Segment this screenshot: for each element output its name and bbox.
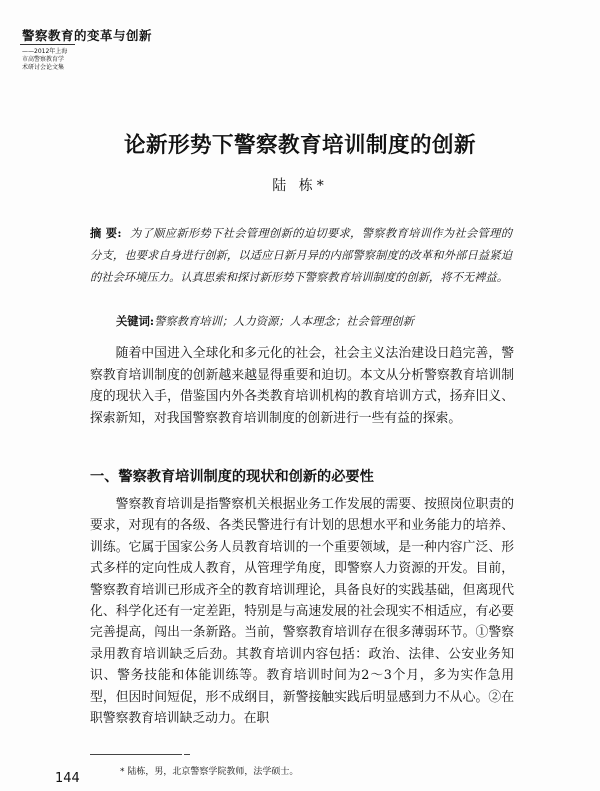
article-title: 论新形势下警察教育培训制度的创新 <box>123 133 476 158</box>
abstract-label: 摘 要: <box>90 226 122 240</box>
header-subtitle-line-3: 术研讨会论文集 <box>22 64 65 71</box>
section-heading: 一、警察教育培训制度的现状和创新的必要性 <box>90 469 374 485</box>
abstract-text: 为了顺应新形势下社会管理创新的迫切要求，警察教育培训作为社会管理的分支，也要求自身进行创新，以适应日新月异的内部警察制度的改革和外部日益紧迫的社会环境压力。认真思索和探讨新形势下警察教育培训制度的创新，将不无裨益。 <box>90 227 512 284</box>
header-subtitle-line-1: ——2012年上海 <box>22 48 68 55</box>
section-body-paragraph: 警察教育培训是指警察机关根据业务工作发展的需要、按照岗位职责的要求，对现有的各级、各类民警进行有计划的思想水平和业务能力的培养、训练。它属于国家公务人员教育培训的一个重要领域，是一种内容广泛、形式多样的定向性成人教育，从管理学角度，即警察人力资源的开发。目前，警察教育培训已形成齐全的教育培训理论，具备良好的实践基础，但离现代化、科学化还有一定差距，特别是与高速发展的社会现实不相适应，有必要完善提高，闯出一条新路。当前，警察教育培训存在很多薄弱环节。①警察录用教育培训缺乏后劲。其教育培训内容包括：政治、法律、公安业务知识、警务技能和体能训练等。教育培训时间为2～3个月，多为实作急用型，但因时间短促，形不成纲目，新警接触实践后明显感到力不从心。②在职警察教育培训缺乏动力。在职 <box>90 497 514 727</box>
article-author: 陆 栋* <box>272 178 328 194</box>
intro-paragraph: 随着中国进入全球化和多元化的社会，社会主义法治建设日趋完善，警察教育培训制度的创新越来越显得重要和迫切。本文从分析警察教育培训制度的现状入手，借鉴国内外各类教育培训机构的教育培训方式，扬弃旧义、探索新知，对我国警察教育培训制度的创新进行一些有益的探索。 <box>90 346 514 426</box>
header-subtitle-line-2: 市高警察教育学 <box>22 56 65 63</box>
keywords <box>116 313 516 329</box>
header-divider <box>20 44 75 45</box>
footnote: * 陆栋，男，北京警察学院教师，法学硕士。 <box>120 767 299 777</box>
keywords-text: 警察教育培训；人力资源；人本理念；社会管理创新 <box>154 315 414 328</box>
abstract <box>90 222 512 289</box>
keywords-label: 关键词: <box>116 314 155 328</box>
page-number: 144 <box>55 771 80 786</box>
footnote-divider <box>90 754 182 755</box>
running-header-title: 警察教育的变革与创新 <box>22 28 153 43</box>
footnote-divider-tail <box>184 754 190 755</box>
